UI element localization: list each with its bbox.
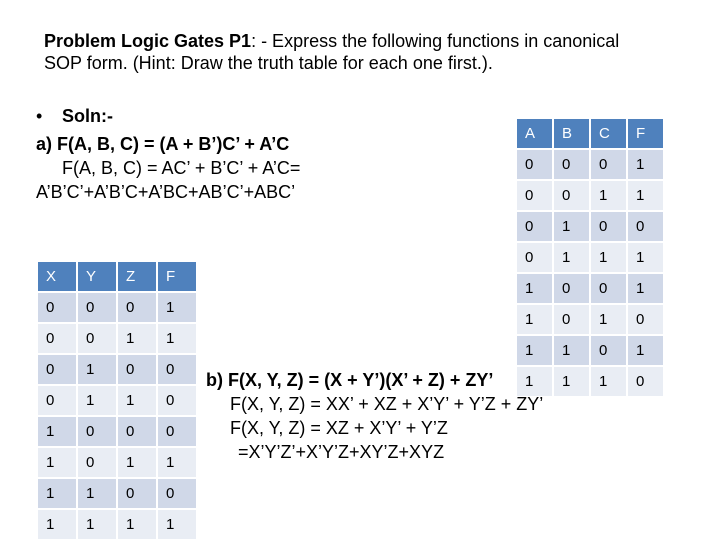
table-row — [38, 355, 196, 384]
table-cell: 1 — [517, 336, 552, 365]
table-cell: 1 — [78, 510, 116, 539]
table-row — [38, 386, 196, 415]
table-cell: 0 — [78, 324, 116, 353]
table-cell: 1 — [591, 181, 626, 210]
table-cell: 0 — [554, 305, 589, 334]
part-a-line2: F(A, B, C) = AC’ + B’C’ + A’C= — [62, 158, 301, 178]
table-row — [38, 324, 196, 353]
table-row — [38, 293, 196, 322]
table-cell: 1 — [554, 336, 589, 365]
table-cell: 1 — [78, 355, 116, 384]
table-cell: 1 — [591, 243, 626, 272]
table-cell: 0 — [554, 274, 589, 303]
solution-label: Soln:- — [62, 106, 113, 126]
title-rest: : - Express the following functions in canonical — [251, 31, 620, 51]
table-cell: 0 — [158, 355, 196, 384]
table-cell: 1 — [591, 305, 626, 334]
title-line2: SOP form. (Hint: Draw the truth table for each one first.). — [44, 53, 493, 73]
header-cell: C — [591, 119, 626, 148]
table-cell: 0 — [38, 355, 76, 384]
table-cell: 0 — [118, 417, 156, 446]
solution-heading — [36, 104, 113, 128]
part-b-line3: F(X, Y, Z) = XZ + X’Y’ + Y’Z — [230, 418, 448, 438]
table-cell: 1 — [158, 293, 196, 322]
part-a-line1: a) F(A, B, C) = (A + B’)C’ + A’C — [36, 134, 290, 154]
header-cell: F — [628, 119, 663, 148]
part-a-line3: A’B’C’+A’B’C+A’BC+AB’C’+ABC’ — [36, 182, 296, 202]
table-cell: 1 — [517, 305, 552, 334]
table-cell: 0 — [78, 448, 116, 477]
table-cell: 1 — [78, 386, 116, 415]
table-row — [517, 243, 663, 272]
table-cell: 1 — [628, 336, 663, 365]
table-row — [38, 448, 196, 477]
header-cell: F — [158, 262, 196, 291]
table-cell: 0 — [517, 243, 552, 272]
header-cell: A — [517, 119, 552, 148]
table-cell: 1 — [554, 367, 589, 396]
table-cell: 1 — [38, 417, 76, 446]
table-cell: 0 — [158, 386, 196, 415]
part-b-line4: =X’Y’Z’+X’Y’Z+XY’Z+XYZ — [238, 442, 445, 462]
table-cell: 0 — [628, 212, 663, 241]
table-cell: 1 — [628, 150, 663, 179]
part-b-line2: F(X, Y, Z) = XX’ + XZ + X’Y’ + Y’Z + ZY’ — [230, 394, 544, 414]
table-cell: 1 — [118, 510, 156, 539]
table-cell: 0 — [591, 150, 626, 179]
table-cell: 1 — [158, 448, 196, 477]
table-header-row — [517, 119, 663, 148]
table-cell: 1 — [158, 510, 196, 539]
table-cell: 0 — [118, 479, 156, 508]
table-cell: 0 — [591, 336, 626, 365]
table-cell: 0 — [628, 367, 663, 396]
table-cell: 0 — [517, 150, 552, 179]
header-cell: Y — [78, 262, 116, 291]
table-cell: 0 — [554, 181, 589, 210]
table-cell: 0 — [38, 293, 76, 322]
table-cell: 1 — [118, 324, 156, 353]
part-b-line1: b) F(X, Y, Z) = (X + Y’)(X’ + Z) + ZY’ — [206, 370, 494, 390]
table-cell: 1 — [517, 367, 552, 396]
table-cell: 1 — [78, 479, 116, 508]
table-row — [517, 181, 663, 210]
part-a — [36, 132, 300, 204]
table-row — [38, 479, 196, 508]
table-cell: 1 — [554, 243, 589, 272]
table-cell: 0 — [38, 324, 76, 353]
table-cell: 1 — [628, 274, 663, 303]
table-cell: 1 — [554, 212, 589, 241]
table-cell: 0 — [554, 150, 589, 179]
table-cell: 1 — [628, 181, 663, 210]
header-cell: Z — [118, 262, 156, 291]
table-row — [517, 150, 663, 179]
table-header-row — [38, 262, 196, 291]
table-cell: 0 — [118, 293, 156, 322]
header-cell: X — [38, 262, 76, 291]
table-cell: 0 — [628, 305, 663, 334]
table-cell: 1 — [38, 448, 76, 477]
table-row — [517, 274, 663, 303]
table-cell: 1 — [38, 479, 76, 508]
table-cell: 1 — [118, 386, 156, 415]
bullet-icon: • — [36, 106, 43, 126]
table-cell: 0 — [38, 386, 76, 415]
table-cell: 0 — [591, 212, 626, 241]
table-row — [517, 336, 663, 365]
table-cell: 0 — [78, 417, 116, 446]
table-cell: 0 — [118, 355, 156, 384]
table-cell: 1 — [591, 367, 626, 396]
truth-table-abc — [515, 117, 665, 398]
table-cell: 1 — [158, 324, 196, 353]
table-cell: 1 — [38, 510, 76, 539]
table-row — [517, 305, 663, 334]
title-bold: Problem Logic Gates P1 — [44, 31, 252, 51]
table-cell: 0 — [517, 181, 552, 210]
part-b — [206, 368, 543, 464]
table-row — [38, 510, 196, 539]
table-cell: 0 — [158, 417, 196, 446]
slide-title — [44, 30, 694, 74]
table-row — [38, 417, 196, 446]
table-cell: 1 — [517, 274, 552, 303]
table-cell: 1 — [118, 448, 156, 477]
table-cell: 0 — [78, 293, 116, 322]
table-cell: 0 — [517, 212, 552, 241]
table-cell: 0 — [158, 479, 196, 508]
table-cell: 0 — [591, 274, 626, 303]
table-row — [517, 212, 663, 241]
header-cell: B — [554, 119, 589, 148]
table-cell: 1 — [628, 243, 663, 272]
truth-table-xyz — [36, 260, 198, 541]
